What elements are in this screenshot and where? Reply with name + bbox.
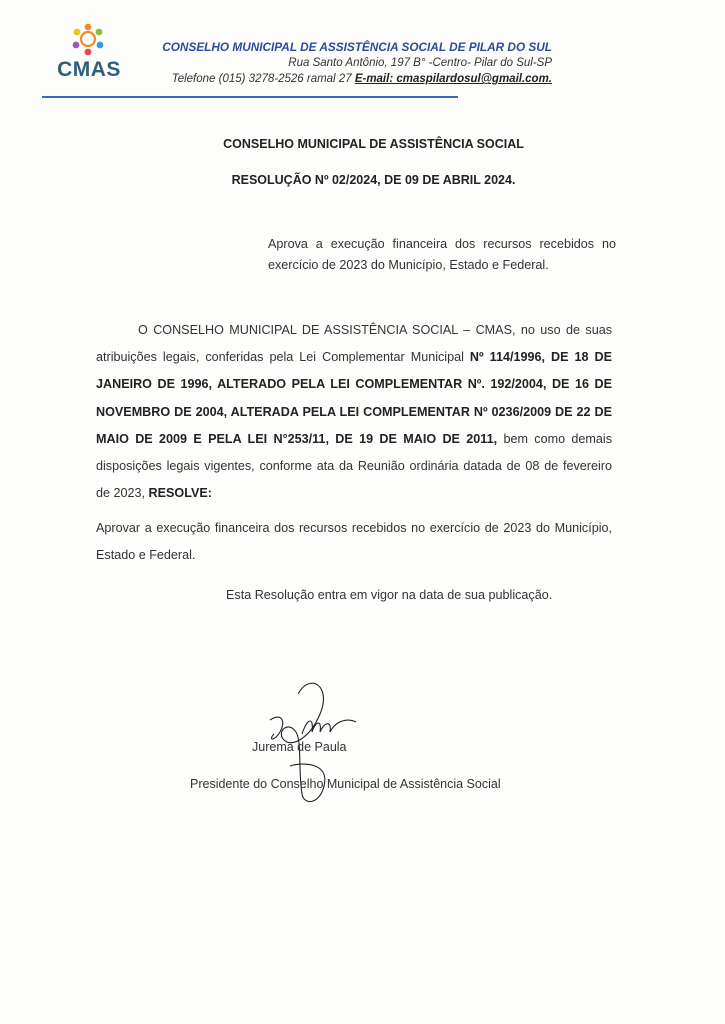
preamble-text-cont: bem como demais disposições legais vigentes, conforme ata da Reunião ordinária datada de 08 de fevereiro de 2023, — [96, 431, 613, 501]
org-name: CONSELHO MUNICIPAL DE ASSISTÊNCIA SOCIAL DE PILAR DO SUL — [162, 40, 552, 54]
preamble-paragraph — [96, 317, 612, 507]
preamble-text: O CONSELHO MUNICIPAL DE ASSISTÊNCIA SOCIAL – CMAS, no uso de suas atribuições legais, conferidas pela Lei Complementar Municipal — [96, 323, 612, 365]
letterhead-divider — [42, 96, 458, 98]
people-circle-icon — [66, 22, 110, 58]
cmas-logo — [48, 22, 130, 84]
org-contact — [172, 73, 552, 85]
resolution-summary: Aprova a execução financeira dos recursos recebidos no exercício de 2023 do Município, Estado e Federal. — [268, 237, 616, 272]
document-heading: CONSELHO MUNICIPAL DE ASSISTÊNCIA SOCIAL — [223, 137, 524, 151]
effective-date-paragraph: Esta Resolução entra em vigor na data de sua publicação. — [226, 588, 553, 602]
org-address: Rua Santo Antônio, 197 B° -Centro- Pilar do Sul-SP — [288, 57, 552, 69]
article-paragraph: Aprovar a execução financeira dos recursos recebidos no exercício de 2023 do Município, Estado e Federal. — [96, 521, 612, 562]
org-phone: Telefone (015) 3278-2526 ramal 27 — [171, 73, 352, 85]
signer-name: Jurema de Paula — [252, 740, 347, 754]
org-email[interactable]: E-mail: cmaspilardosul@gmail.com. — [354, 73, 552, 85]
resolve-keyword: RESOLVE: — [148, 486, 212, 501]
resolution-title: RESOLUÇÃO Nº 02/2024, DE 09 DE ABRIL 2024. — [231, 173, 516, 187]
preamble-laws: Nº 114/1996, DE 18 DE JANEIRO DE 1996, ALTERADO PELA LEI COMPLEMENTAR Nº. 192/2004, DE 16 DE NOVEMBRO DE 2004, ALTERADA PELA LEI COMPLEMENTAR Nº 0236/2009 DE 22 DE MAIO DE 2009 E PELA LEI N°253/11, DE 19 DE MAIO DE 2011, — [96, 350, 612, 446]
signer-role: Presidente do Conselho Municipal de Assistência Social — [190, 777, 501, 791]
logo-text: CMAS — [57, 58, 121, 81]
